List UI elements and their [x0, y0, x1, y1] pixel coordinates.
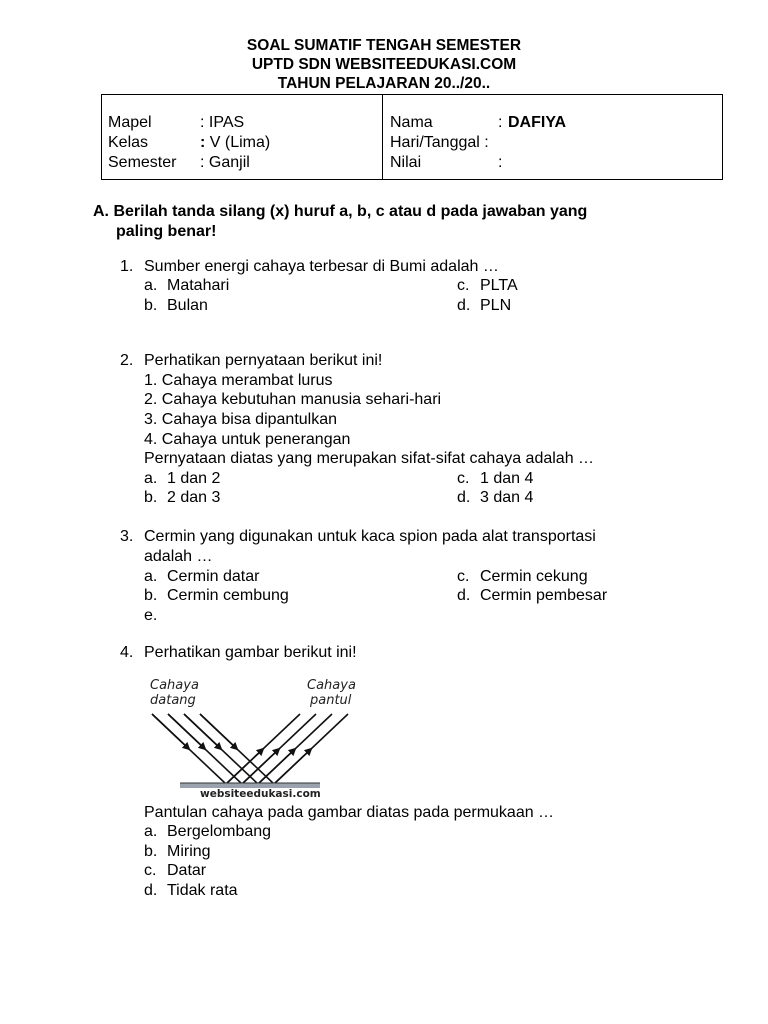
q4-option-d[interactable]: d. Tidak rata [144, 882, 238, 899]
q4-option-b[interactable]: b. Miring [144, 843, 211, 860]
q1-text: Sumber energi cahaya terbesar di Bumi adalah … [144, 258, 499, 275]
q2-option-a[interactable]: a. 1 dan 2 [144, 470, 221, 487]
q1-option-d[interactable]: d. PLN [457, 297, 512, 314]
document-header [0, 36, 768, 93]
fig-label-reflected-1: Cahaya [307, 678, 356, 693]
nama-colon: : [498, 114, 503, 131]
q4-prompt: Pantulan cahaya pada gambar diatas pada permukaan … [144, 804, 555, 821]
mapel-label: Mapel [108, 114, 152, 131]
q3-option-d[interactable]: d. Cermin pembesar [457, 587, 608, 604]
semester-label: Semester [108, 154, 177, 171]
kelas-label: Kelas [108, 134, 149, 151]
fig-watermark: websiteedukasi.com [200, 788, 321, 800]
q3-text-line-2: adalah … [144, 548, 213, 565]
q1-number: 1. [120, 258, 134, 275]
kelas-value: V (Lima) [205, 134, 271, 151]
fig-label-incoming-1: Cahaya [150, 678, 199, 693]
q1-option-c[interactable]: c. PLTA [457, 277, 518, 294]
q3-text-line-1: Cermin yang digunakan untuk kaca spion pada alat transportasi [144, 528, 596, 545]
header-school: UPTD SDN WEBSITEEDUKASI.COM [251, 56, 517, 73]
q2-option-c[interactable]: c. 1 dan 4 [457, 470, 534, 487]
header-year: TAHUN PELAJARAN 20../20.. [277, 75, 491, 92]
hari-label: Hari/Tanggal : [390, 134, 489, 151]
student-info-table [101, 94, 723, 180]
q2-statement-2: 2. Cahaya kebutuhan manusia sehari-hari [144, 391, 442, 408]
q3-option-a[interactable]: a. Cermin datar [144, 568, 260, 585]
q2-option-d[interactable]: d. 3 dan 4 [457, 489, 534, 506]
semester-value: : Ganjil [200, 154, 250, 171]
q4-number: 4. [120, 644, 134, 661]
q4-option-c[interactable]: c. Datar [144, 862, 207, 879]
nilai-colon: : [498, 154, 503, 171]
q4-option-a[interactable]: a. Bergelombang [144, 823, 272, 840]
section-instruction [93, 202, 587, 242]
q3-option-b[interactable]: b. Cermin cembung [144, 587, 289, 604]
q2-number: 2. [120, 352, 134, 369]
fig-label-incoming-2: datang [150, 693, 196, 708]
q2-statement-1: 1. Cahaya merambat lurus [144, 372, 333, 389]
kelas-colon: : [200, 134, 206, 151]
instruction-line-2: paling benar! [116, 223, 217, 240]
instruction-line-1: A. Berilah tanda silang (x) huruf a, b, c atau d pada jawaban yang [93, 203, 588, 220]
reflection-figure [140, 672, 370, 802]
q1-option-a[interactable]: a. Matahari [144, 277, 230, 294]
nama-value: DAFIYA [508, 114, 567, 131]
q3-option-e[interactable]: e. [144, 607, 158, 624]
incoming-rays [152, 714, 274, 784]
q2-prompt: Pernyataan diatas yang merupakan sifat-sifat cahaya adalah … [144, 450, 595, 467]
mapel-value: : IPAS [200, 114, 245, 131]
q2-option-b[interactable]: b. 2 dan 3 [144, 489, 221, 506]
fig-label-reflected-2: pantul [310, 693, 352, 708]
q2-statement-4: 4. Cahaya untuk penerangan [144, 431, 351, 448]
q1-option-b[interactable]: b. Bulan [144, 297, 208, 314]
nama-label: Nama [390, 114, 433, 131]
q2-statement-3: 3. Cahaya bisa dipantulkan [144, 411, 338, 428]
info-right-cell [383, 95, 722, 179]
q4-text: Perhatikan gambar berikut ini! [144, 644, 357, 661]
nilai-label: Nilai [390, 154, 422, 171]
header-title: SOAL SUMATIF TENGAH SEMESTER [246, 37, 522, 54]
info-left-cell [102, 95, 383, 179]
reflected-rays [226, 714, 348, 784]
q3-number: 3. [120, 528, 134, 545]
q3-option-c[interactable]: c. Cermin cekung [457, 568, 588, 585]
q2-text: Perhatikan pernyataan berikut ini! [144, 352, 383, 369]
